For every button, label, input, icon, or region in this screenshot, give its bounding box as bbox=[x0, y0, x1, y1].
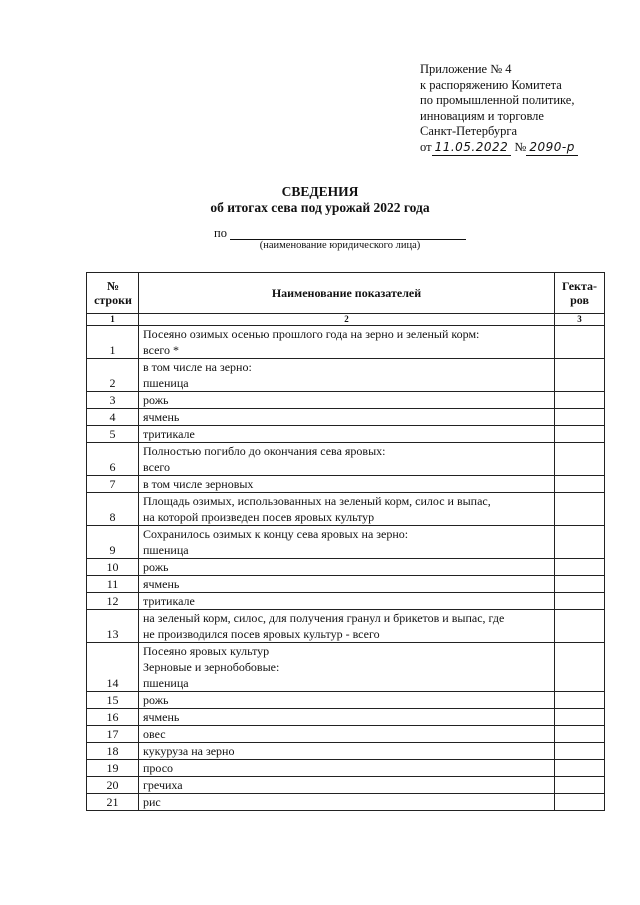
indicator-line: ячмень bbox=[143, 710, 180, 724]
row-indicator bbox=[139, 359, 555, 392]
appendix-block bbox=[420, 62, 578, 156]
row-number: 21 bbox=[87, 794, 139, 811]
indicator-line: на зеленый корм, силос, для получения гранул и брикетов и выпас, где bbox=[143, 611, 505, 625]
indicator-line: рис bbox=[143, 795, 161, 809]
hectares-cell[interactable] bbox=[555, 743, 605, 760]
table-row bbox=[87, 409, 605, 426]
header-hectares: Гекта-ров bbox=[555, 273, 605, 314]
table-row bbox=[87, 559, 605, 576]
row-indicator bbox=[139, 576, 555, 593]
hectares-cell[interactable] bbox=[555, 359, 605, 392]
indicator-line: гречиха bbox=[143, 778, 183, 792]
hectares-cell[interactable] bbox=[555, 709, 605, 726]
row-indicator bbox=[139, 760, 555, 777]
row-indicator bbox=[139, 409, 555, 426]
row-number: 20 bbox=[87, 777, 139, 794]
row-number: 14 bbox=[87, 643, 139, 692]
row-number: 4 bbox=[87, 409, 139, 426]
table-row bbox=[87, 576, 605, 593]
row-number: 18 bbox=[87, 743, 139, 760]
po-note: (наименование юридического лица) bbox=[259, 240, 421, 251]
row-number: 5 bbox=[87, 426, 139, 443]
table-row bbox=[87, 709, 605, 726]
row-number: 12 bbox=[87, 593, 139, 610]
row-number: 10 bbox=[87, 559, 139, 576]
table-row bbox=[87, 593, 605, 610]
indicator-line: овес bbox=[143, 727, 166, 741]
row-indicator bbox=[139, 726, 555, 743]
row-number: 2 bbox=[87, 359, 139, 392]
column-number-row bbox=[87, 314, 605, 326]
hectares-cell[interactable] bbox=[555, 726, 605, 743]
row-indicator bbox=[139, 593, 555, 610]
indicator-line: Сохранилось озимых к концу сева яровых на зерно: bbox=[143, 527, 409, 541]
hectares-cell[interactable] bbox=[555, 392, 605, 409]
hectares-cell[interactable] bbox=[555, 326, 605, 359]
row-number: 1 bbox=[87, 326, 139, 359]
table-row bbox=[87, 426, 605, 443]
hectares-cell[interactable] bbox=[555, 409, 605, 426]
indicator-line: в том числе зерновых bbox=[143, 477, 254, 491]
table-row bbox=[87, 726, 605, 743]
indicator-line: Посеяно озимых осенью прошлого года на зерно и зеленый корм: bbox=[143, 327, 480, 341]
hectares-cell[interactable] bbox=[555, 760, 605, 777]
row-indicator bbox=[139, 559, 555, 576]
row-indicator bbox=[139, 392, 555, 409]
row-number: 15 bbox=[87, 692, 139, 709]
header-indicator-name: Наименование показателей bbox=[139, 273, 555, 314]
table-row bbox=[87, 493, 605, 526]
hectares-cell[interactable] bbox=[555, 777, 605, 794]
table-row bbox=[87, 760, 605, 777]
hectares-cell[interactable] bbox=[555, 493, 605, 526]
table-body bbox=[87, 326, 605, 811]
row-number: 7 bbox=[87, 476, 139, 493]
hectares-cell[interactable] bbox=[555, 692, 605, 709]
row-number: 9 bbox=[87, 526, 139, 559]
appendix-line: инновациям и торговле bbox=[420, 108, 544, 123]
hectares-cell[interactable] bbox=[555, 526, 605, 559]
table-row bbox=[87, 692, 605, 709]
row-indicator bbox=[139, 443, 555, 476]
table-row bbox=[87, 777, 605, 794]
hectares-cell[interactable] bbox=[555, 576, 605, 593]
appendix-line: по промышленной политике, bbox=[420, 93, 575, 107]
column-number: 3 bbox=[555, 314, 605, 326]
handwritten-number: 2090-р bbox=[526, 140, 578, 157]
row-indicator bbox=[139, 610, 555, 643]
row-number: 8 bbox=[87, 493, 139, 526]
row-number: 17 bbox=[87, 726, 139, 743]
row-number: 3 bbox=[87, 392, 139, 409]
row-indicator bbox=[139, 743, 555, 760]
table-row bbox=[87, 610, 605, 643]
appendix-line: Санкт-Петербурга bbox=[420, 124, 518, 138]
handwritten-date: 11.05.2022 bbox=[432, 140, 512, 157]
indicator-line: кукуруза на зерно bbox=[143, 744, 235, 758]
row-indicator bbox=[139, 426, 555, 443]
title-line1: СВЕДЕНИЯ bbox=[281, 184, 359, 199]
row-number: 6 bbox=[87, 443, 139, 476]
indicator-line: пшеница bbox=[143, 376, 189, 390]
row-indicator bbox=[139, 709, 555, 726]
header-row-number: № строки bbox=[87, 273, 139, 314]
table-row bbox=[87, 643, 605, 692]
appendix-date-line bbox=[420, 140, 578, 157]
hectares-cell[interactable] bbox=[555, 593, 605, 610]
indicator-line: просо bbox=[143, 761, 174, 775]
indicator-line: ячмень bbox=[143, 410, 180, 424]
hectares-cell[interactable] bbox=[555, 794, 605, 811]
indicator-line: пшеница bbox=[143, 676, 189, 690]
column-number: 1 bbox=[87, 314, 139, 326]
row-indicator bbox=[139, 643, 555, 692]
date-prefix: от bbox=[420, 139, 432, 154]
indicator-line: тритикале bbox=[143, 594, 195, 608]
appendix-line: Приложение № 4 bbox=[420, 62, 512, 76]
row-indicator bbox=[139, 493, 555, 526]
row-indicator bbox=[139, 794, 555, 811]
row-indicator bbox=[139, 476, 555, 493]
table-row bbox=[87, 326, 605, 359]
indicator-line: всего bbox=[143, 460, 171, 474]
row-indicator bbox=[139, 526, 555, 559]
indicator-line: Зерновые и зернобобовые: bbox=[143, 660, 280, 674]
indicator-line: пшеница bbox=[143, 543, 189, 557]
indicator-line: тритикале bbox=[143, 427, 195, 441]
row-number: 13 bbox=[87, 610, 139, 643]
indicator-line: Площадь озимых, использованных на зеленый корм, силос и выпас, bbox=[143, 494, 491, 508]
table-row bbox=[87, 476, 605, 493]
title-line2: об итогах сева под урожай 2022 года bbox=[210, 200, 430, 215]
indicator-line: Полностью погибло до окончания сева яровых: bbox=[143, 444, 386, 458]
table-row bbox=[87, 443, 605, 476]
po-label: по bbox=[214, 226, 227, 240]
indicator-line: в том числе на зерно: bbox=[143, 360, 252, 374]
indicator-line: не производился посев яровых культур - всего bbox=[143, 627, 380, 641]
table-row bbox=[87, 392, 605, 409]
hectares-cell[interactable] bbox=[555, 559, 605, 576]
row-number: 11 bbox=[87, 576, 139, 593]
hectares-cell[interactable] bbox=[555, 426, 605, 443]
hectares-cell[interactable] bbox=[555, 476, 605, 493]
indicator-line: всего * bbox=[143, 343, 180, 357]
hectares-cell[interactable] bbox=[555, 443, 605, 476]
row-indicator bbox=[139, 326, 555, 359]
row-number: 16 bbox=[87, 709, 139, 726]
hectares-cell[interactable] bbox=[555, 610, 605, 643]
hectares-cell[interactable] bbox=[555, 643, 605, 692]
table-row bbox=[87, 743, 605, 760]
indicator-line: рожь bbox=[143, 693, 169, 707]
table-row bbox=[87, 794, 605, 811]
appendix-line: к распоряжению Комитета bbox=[420, 77, 562, 92]
column-number: 2 bbox=[139, 314, 555, 326]
indicator-line: рожь bbox=[143, 393, 169, 407]
data-table bbox=[86, 272, 605, 811]
document-title bbox=[0, 184, 640, 216]
table-header-row bbox=[87, 273, 605, 314]
row-indicator bbox=[139, 777, 555, 794]
indicator-line: на которой произведен посев яровых культур bbox=[143, 510, 375, 524]
indicator-line: Посеяно яровых культур bbox=[143, 644, 270, 658]
row-number: 19 bbox=[87, 760, 139, 777]
table-row bbox=[87, 359, 605, 392]
indicator-line: ячмень bbox=[143, 577, 180, 591]
number-prefix: № bbox=[514, 139, 527, 154]
indicator-line: рожь bbox=[143, 560, 169, 574]
table-row bbox=[87, 526, 605, 559]
row-indicator bbox=[139, 692, 555, 709]
